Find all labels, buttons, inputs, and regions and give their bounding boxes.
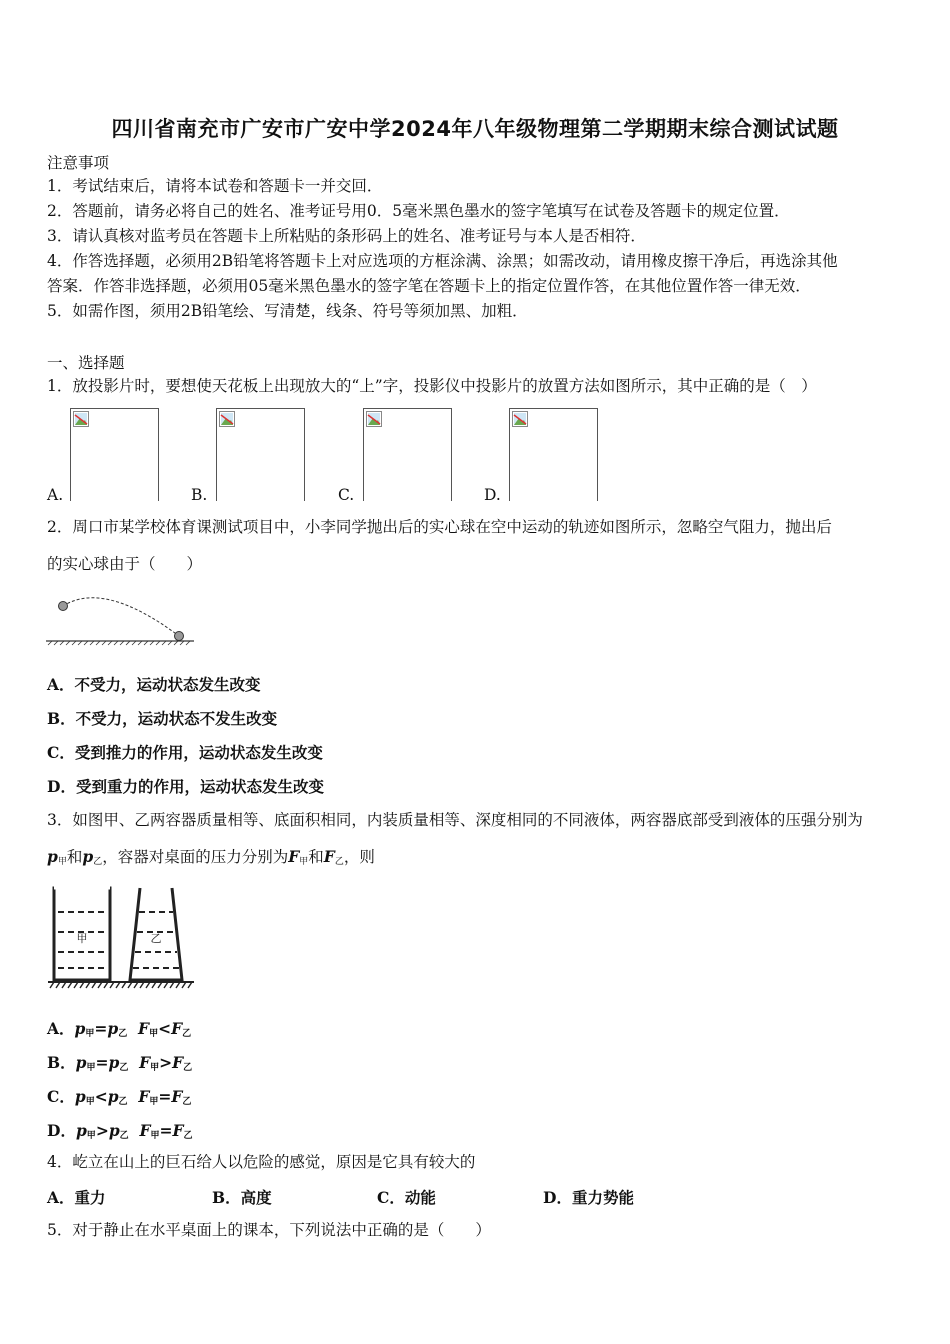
q1-option-a-image xyxy=(70,408,159,501)
sub-yi: 乙 xyxy=(183,1063,193,1073)
var-F: F xyxy=(171,1087,183,1106)
q1-option-c-label: C. xyxy=(338,486,355,504)
sub-yi: 乙 xyxy=(119,1063,129,1073)
q2-option-b: B．不受力，运动状态不发生改变 xyxy=(47,709,278,728)
relation: = xyxy=(159,1121,173,1140)
var-p: p xyxy=(74,1087,86,1106)
q3-option-c xyxy=(47,1085,191,1107)
var-F: F xyxy=(139,1121,151,1140)
sub-yi: 乙 xyxy=(334,857,344,867)
relation: > xyxy=(95,1121,109,1140)
var-p: p xyxy=(47,847,58,866)
sub-jia: 甲 xyxy=(86,1063,96,1073)
sub-jia: 甲 xyxy=(149,1029,159,1039)
q2-trajectory-figure xyxy=(44,590,196,646)
sub-yi: 乙 xyxy=(93,857,103,867)
var-p: p xyxy=(82,847,94,866)
q4-option-a: A．重力 xyxy=(47,1188,106,1207)
var-F: F xyxy=(323,847,335,866)
option-label: C． xyxy=(47,1087,75,1106)
word-and: 和 xyxy=(66,848,83,866)
word-and: 和 xyxy=(308,848,324,866)
relation: < xyxy=(94,1087,108,1106)
page-title: 四川省南充市广安市广安中学2024年八年级物理第二学期期末综合测试试题 xyxy=(111,117,839,141)
notice-item-4-cont: 答案．作答非选择题，必须用05毫米黑色墨水的签字笔在答题卡上的指定位置作答，在其他位置作答一律无效． xyxy=(47,277,811,295)
q2-option-a: A．不受力，运动状态发生改变 xyxy=(47,675,261,694)
q4-option-b: B．高度 xyxy=(212,1188,272,1207)
q2-option-c: C．受到推力的作用，运动状态发生改变 xyxy=(47,743,323,762)
sub-yi: 乙 xyxy=(182,1097,192,1107)
sub-yi: 乙 xyxy=(118,1029,128,1039)
q3-option-b xyxy=(47,1051,192,1073)
relation: = xyxy=(94,1019,108,1038)
var-p: p xyxy=(107,1019,119,1038)
q4-stem: 4．屹立在山上的巨石给人以危险的感觉，原因是它具有较大的 xyxy=(47,1153,476,1171)
broken-image-icon xyxy=(366,411,382,427)
q1-option-b-label: B. xyxy=(191,486,208,504)
sub-jia: 甲 xyxy=(150,1131,160,1141)
q2-stem-line2: 的实心球由于（ ） xyxy=(47,555,203,573)
var-F: F xyxy=(288,847,300,866)
var-p: p xyxy=(107,1087,119,1106)
var-p: p xyxy=(75,1121,87,1140)
sub-jia: 甲 xyxy=(85,1029,95,1039)
notice-item-3: 3．请认真核对监考员在答题卡上所粘贴的条形码上的姓名、准考证号与本人是否相符． xyxy=(47,227,646,245)
sub-jia: 甲 xyxy=(149,1097,159,1107)
option-label: A． xyxy=(47,1019,75,1038)
sub-yi: 乙 xyxy=(119,1131,129,1141)
broken-image-icon xyxy=(219,411,235,427)
option-label: B． xyxy=(47,1053,76,1072)
q1-option-d-label: D. xyxy=(484,486,501,504)
var-F: F xyxy=(139,1053,151,1072)
q3-containers-figure xyxy=(48,884,198,990)
sub-jia: 甲 xyxy=(85,1097,95,1107)
q3-stem-line1: 3．如图甲、乙两容器质量相等、底面积相同，内装质量相等、深度相同的不同液体，两容器底部受到液体的压强分别为 xyxy=(47,811,863,829)
sub-jia: 甲 xyxy=(86,1131,96,1141)
relation: = xyxy=(95,1053,109,1072)
var-F: F xyxy=(138,1019,150,1038)
q3-stem-line2 xyxy=(47,847,375,872)
sub-jia: 甲 xyxy=(150,1063,160,1073)
sub-jia: 甲 xyxy=(299,857,309,867)
q3-stem-mid: ，容器对桌面的压力分别为 xyxy=(102,848,289,866)
q3-option-a xyxy=(47,1017,191,1039)
q1-option-b-image xyxy=(216,408,305,501)
broken-image-icon xyxy=(73,411,89,427)
q4-option-d: D．重力势能 xyxy=(543,1188,634,1207)
option-label: D． xyxy=(47,1121,76,1140)
sub-yi: 乙 xyxy=(182,1029,192,1039)
broken-image-icon xyxy=(512,411,528,427)
fig-label-jia: 甲 xyxy=(76,932,88,945)
q3-option-d xyxy=(47,1119,193,1141)
var-F: F xyxy=(171,1019,183,1038)
q1-stem: 1．放投影片时，要想使天花板上出现放大的“上”字，投影仪中投影片的放置方法如图所示，其中正确的是（ ） xyxy=(47,377,817,395)
relation: > xyxy=(159,1053,173,1072)
var-F: F xyxy=(138,1087,150,1106)
notice-item-5: 5．如需作图，须用2B铅笔绘、写清楚，线条、符号等须加黑、加粗． xyxy=(47,302,528,320)
q1-option-a-label: A. xyxy=(47,486,64,504)
notice-item-4: 4．作答选择题，必须用2B铅笔将答题卡上对应选项的方框涂满、涂黑；如需改动，请用橡皮擦干净后，再选涂其他 xyxy=(47,252,838,270)
relation: < xyxy=(158,1019,172,1038)
var-F: F xyxy=(172,1053,184,1072)
relation: = xyxy=(158,1087,172,1106)
var-p: p xyxy=(74,1019,86,1038)
notice-item-1: 1．考试结束后，请将本试卷和答题卡一并交回． xyxy=(47,177,383,195)
sub-jia: 甲 xyxy=(57,857,67,867)
notice-heading: 注意事项 xyxy=(47,154,110,172)
sub-yi: 乙 xyxy=(118,1097,128,1107)
q3-stem-end: ，则 xyxy=(343,848,375,866)
section-heading: 一、选择题 xyxy=(47,354,125,372)
q2-stem-line1: 2．周口市某学校体育课测试项目中，小李同学抛出后的实心球在空中运动的轨迹如图所示，忽略空气阻力，抛出后 xyxy=(47,518,832,536)
var-p: p xyxy=(75,1053,87,1072)
var-p: p xyxy=(108,1053,120,1072)
q5-stem: 5．对于静止在水平桌面上的课本，下列说法中正确的是（ ） xyxy=(47,1221,491,1239)
var-p: p xyxy=(108,1121,120,1140)
q2-option-d: D．受到重力的作用，运动状态发生改变 xyxy=(47,777,324,796)
var-F: F xyxy=(172,1121,184,1140)
notice-item-2: 2．答题前，请务必将自己的姓名、准考证号用0．5毫米黑色墨水的签字笔填写在试卷及答题卡的规定位置． xyxy=(47,202,790,220)
sub-yi: 乙 xyxy=(183,1131,193,1141)
q1-option-d-image xyxy=(509,408,598,501)
fig-label-yi: 乙 xyxy=(150,932,162,945)
q4-option-c: C．动能 xyxy=(377,1188,436,1207)
q1-option-c-image xyxy=(363,408,452,501)
